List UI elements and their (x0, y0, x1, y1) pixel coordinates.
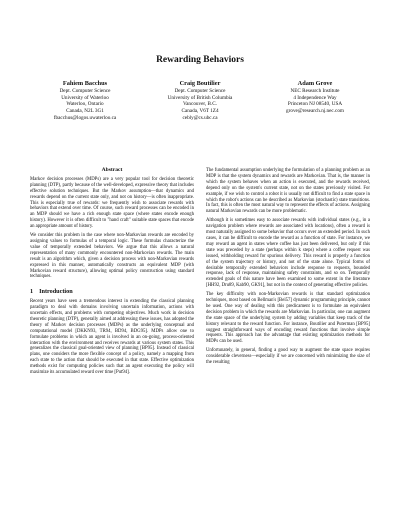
abstract (30, 168, 194, 280)
author-1 (30, 80, 140, 122)
body-paragraph: The fundamental assumption underlying the formulation of a planning problem as an MDP is that the system dynamics and rewards are Markovian. That is, the manner in which the system behaves when an action is executed, and the rewards received, depend only on the system's current state, not on the states previously visited. For example, if we wish to control a robot it is usually not difficult to find a state space in which the robot's actions can be described as Markovian (stochastic) state transitions. In fact, this is often the most natural way to represent the effects of actions. Assigning natural Markovian rewards can be more problematic. (206, 168, 370, 215)
author-email: fbacchus@logos.uwaterloo.ca (53, 114, 117, 121)
author-affiliation-line: Canada, V6T 1Z4 (181, 108, 219, 115)
author-email: grove@research.nj.nec.com (286, 108, 344, 115)
author-affiliation-line: NEC Research Institute (290, 88, 340, 94)
author-affiliation-line: University of Waterloo (61, 94, 109, 101)
author-name: Craig Boutilier (179, 80, 221, 87)
left-column (30, 168, 194, 379)
author-2 (145, 80, 255, 122)
paper-title: Rewarding Behaviors (156, 55, 244, 65)
section-title: Introduction (39, 288, 73, 296)
body-paragraph: Unfortunately, in general, finding a good way to augment the state space requires considerable cleverness—especially if we are concerned with minimizing the size of the resulting (206, 348, 370, 366)
right-column (206, 168, 370, 369)
author-block (30, 80, 370, 122)
author-affiliation-line: Waterloo, Ontario (66, 101, 104, 108)
author-affiliation-line: University of British Columbia (167, 94, 233, 101)
author-name: Adam Grove (297, 80, 333, 87)
author-name: Fahiem Bacchus (62, 80, 108, 87)
author-affiliation-line: Canada, N2L 3G1 (66, 108, 104, 115)
author-email: cebly@cs.ubc.ca (182, 114, 218, 121)
abstract-paragraph: We consider this problem in the case where non-Markovian rewards are encoded by assigning values to formulas of a temporal logic. These formulas characterize the value of temporally extended behaviors. We argue that this allows a natural representation of many commonly encountered non-Markovian rewards. The main result is an algorithm which, given a decision process with non-Markovian rewards expressed in this manner, automatically constructs an equivalent MDP (with Markovian reward structure), allowing optimal policy construction using standard techniques. (30, 233, 194, 280)
author-affiliation-line: Dept. Computer Science (59, 88, 111, 94)
author-affiliation-line: Dept. Computer Science (174, 88, 226, 94)
author-3 (260, 80, 370, 122)
body-paragraph: The key difficulty with non-Markovian rewards is that standard optimization techniques, most based on Bellman's [Bel57] dynamic programming principle, cannot be used. One way of dealing with this predicament is to formulate an equivalent decision problem in which the rewards are Markovian. In particular, one can augment the state space of the underlying system by adding variables that keep track of the history relevant to the reward function. For instance, Boutilier and Puterman [BP95] suggest straightforward ways of encoding reward functions that involve simple requests. This approach has the advantage that existing optimization methods for MDPs can be used. (206, 292, 370, 345)
abstract-heading: Abstract (101, 167, 123, 173)
body-paragraph: Although it is sometimes easy to associate rewards with individual states (e.g., in a navigation problem where rewards are associated with locations), often a reward is most naturally assigned to some behavior that occurs over an extended period. In such cases, it can be difficult to encode the reward as a function of state. For instance, we may reward an agent in states where coffee has just been delivered, but only if this state was preceded by a state (perhaps within k steps) where a coffee request was issued, withholding reward for spurious delivery. This reward is properly a function of the system trajectory or history, and not of the state alone. Typical forms of desirable temporally extended behaviors include response to requests, bounded response, lack of response, maintaining safety constraints, and so on. Temporally extended goals of this nature have been examined to some extent in the literature [HH92, Dru89, Kab90, GK91], but not in the context of generating effective policies. (206, 218, 370, 289)
author-affiliation-line: Vancouver, B.C. (182, 101, 218, 108)
abstract-paragraph: Markov decision processes (MDPs) are a very popular tool for decision theoretic planning (DTP), partly because of the well-developed, expressive theory that includes effective solution techniques. But the Markov assumption—that dynamics and rewards depend on the current state only, and not on history—is often inappropriate. This is especially true of rewards: we frequently wish to associate rewards with behaviors that extend over time. Of course, such reward processes can be encoded in an MDP should we have a rich enough state space (where states encode enough history). However it is often difficult to "hand craft" suitable state spaces that encode an appropriate amount of history. (30, 176, 194, 230)
section-heading (30, 289, 194, 295)
author-affiliation-line: Princeton NJ 08540, USA (287, 101, 343, 108)
author-affiliation-line: 4 Independence Way (293, 94, 337, 101)
section-number: 1 (30, 288, 34, 296)
body-paragraph: Recent years have seen a tremendous interest in extending the classical planning paradigm to deal with domains involving uncertain information, actions with uncertain effects, and problems with competing objectives. Much work in decision theoretic planning (DTP), generally aimed at addressing these issues, has adopted the theory of Markov decision processes (MDPs) as the underlying conceptual and computational model [DKKN93, TR94, BD94, BDG95]. MDPs allow one to formulate problems in which an agent is involved in an on-going, process-oriented interaction with the environment and receives rewards at various system states. This generalizes the classical goal-oriented view of planning [BP95]. Instead of classical plans, one considers the more flexible concept of a policy, namely a mapping from each state to the action that should be executed in that state. Effective optimization methods exist for computing policies such that an agent executing the policy will maximize its accumulated reward over time [Put94]. (30, 299, 194, 376)
